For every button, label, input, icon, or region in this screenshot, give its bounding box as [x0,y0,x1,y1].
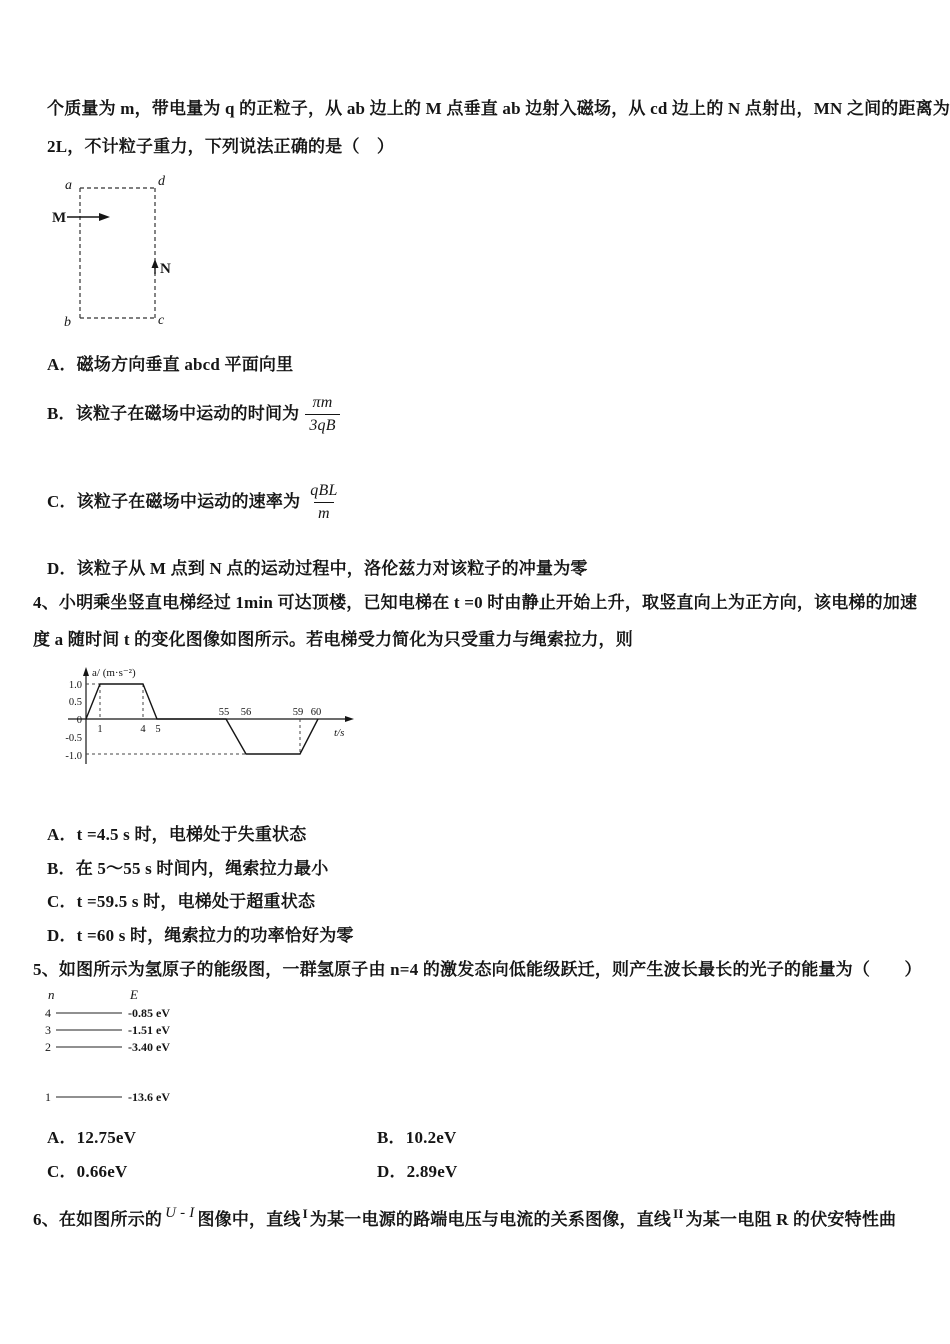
q6-text-mid1: 图像中，直线 [197,1210,301,1229]
point-m-label: M [52,210,67,226]
q6-stem [33,1205,897,1231]
corner-b-label: b [64,315,71,330]
acceleration-time-graph [48,662,388,792]
xtick-4: 4 [140,724,146,735]
y-axis-arrowhead [83,667,89,676]
q4-option-d: D．t =60 s 时，绳索拉力的功率恰好为零 [47,926,354,945]
level-1-energy: -13.6 eV [128,1090,170,1104]
q6-line1-numeral: I [302,1206,308,1221]
q3-option-c-fraction [306,480,341,524]
q3-option-b [47,388,340,440]
q6-math-ui: U - I [165,1205,195,1221]
xtick-1: 1 [97,724,103,735]
e-axis-label: E [130,987,138,1002]
q6-line2-numeral: II [673,1206,684,1221]
q6-text-pre: 6、在如图所示的 [33,1210,163,1229]
q6-text-mid2: 为某一电源的路端电压与电流的关系图像，直线 [309,1210,672,1229]
x-axis-arrowhead [345,716,354,722]
q3-stem-line1: 个质量为 m，带电量为 q 的正粒子，从 ab 边上的 M 点垂直 ab 边射入磁场，从 cd 边上的 N 点射出，MN 之间的距离为 [47,99,950,118]
q3-option-b-label: B．该粒子在磁场中运动的时间为 [47,404,300,424]
level-3-energy: -1.51 eV [128,1023,170,1037]
fraction-denominator: 3qB [305,414,339,437]
q5-option-b: B．10.2eV [377,1128,457,1147]
q5-stem: 5、如图所示为氢原子的能级图，一群氢原子由 n=4 的激发态向低能级跃迁，则产生波长最长的光子的能量为（ ） [33,960,922,979]
q5-option-a: A．12.75eV [47,1128,137,1147]
velocity-arrowhead [99,213,110,221]
q3-option-c-label: C．该粒子在磁场中运动的速率为 [47,492,301,512]
level-1-n: 1 [45,1090,51,1104]
xtick-56: 56 [240,707,252,718]
ytick-0: 0 [76,715,82,726]
y-axis-title: a/ (m·s⁻²) [92,667,136,679]
q3-option-b-fraction [305,392,339,436]
ytick-m0_5: -0.5 [65,733,82,744]
exit-arrowhead [152,259,159,268]
corner-a-label: a [65,178,72,193]
q3-stem-line2: 2L，不计粒子重力，下列说法正确的是（ ） [47,137,395,156]
level-2-energy: -3.40 eV [128,1040,170,1054]
fraction-numerator: qBL [310,481,338,499]
fraction-numerator: πm [312,393,333,411]
xtick-5: 5 [155,724,161,735]
q3-option-d: D．该粒子从 M 点到 N 点的运动过程中，洛伦兹力对该粒子的冲量为零 [47,559,588,578]
q6-text-tail: 为某一电阻 R 的伏安特性曲 [685,1210,897,1229]
q3-option-c [47,476,342,528]
energy-level-diagram [40,985,250,1115]
xtick-55: 55 [218,707,230,718]
x-axis-title: t/s [334,727,345,739]
fraction-denominator: m [314,502,334,525]
q3-option-a: A．磁场方向垂直 abcd 平面向里 [47,355,294,374]
q4-stem-line2: 度 a 随时间 t 的变化图像如图所示。若电梯受力简化为只受重力与绳索拉力，则 [33,630,633,649]
level-4-energy: -0.85 eV [128,1006,170,1020]
corner-c-label: c [158,313,165,328]
corner-d-label: d [158,174,165,189]
ytick-0_5: 0.5 [68,697,82,708]
xtick-59: 59 [292,707,304,718]
n-axis-label: n [48,987,55,1002]
q4-option-a: A．t =4.5 s 时，电梯处于失重状态 [47,825,307,844]
q5-option-c: C．0.66eV [47,1162,128,1181]
q4-stem-line1: 4、小明乘坐竖直电梯经过 1min 可达顶楼，已知电梯在 t =0 时由静止开始上升，取竖直向上为正方向，该电梯的加速 [33,593,918,612]
q4-option-b: B．在 5～55 s 时间内，绳索拉力最小 [47,859,329,878]
level-4-n: 4 [45,1006,51,1020]
ytick-1_0: 1.0 [68,680,82,691]
ytick-m1_0: -1.0 [65,751,82,762]
xtick-60: 60 [310,707,322,718]
level-3-n: 3 [45,1023,51,1037]
q5-option-d: D．2.89eV [377,1162,458,1181]
point-n-label: N [160,261,171,277]
level-2-n: 2 [45,1040,51,1054]
magnetic-field-figure [52,170,192,330]
q4-option-c: C．t =59.5 s 时，电梯处于超重状态 [47,892,316,911]
